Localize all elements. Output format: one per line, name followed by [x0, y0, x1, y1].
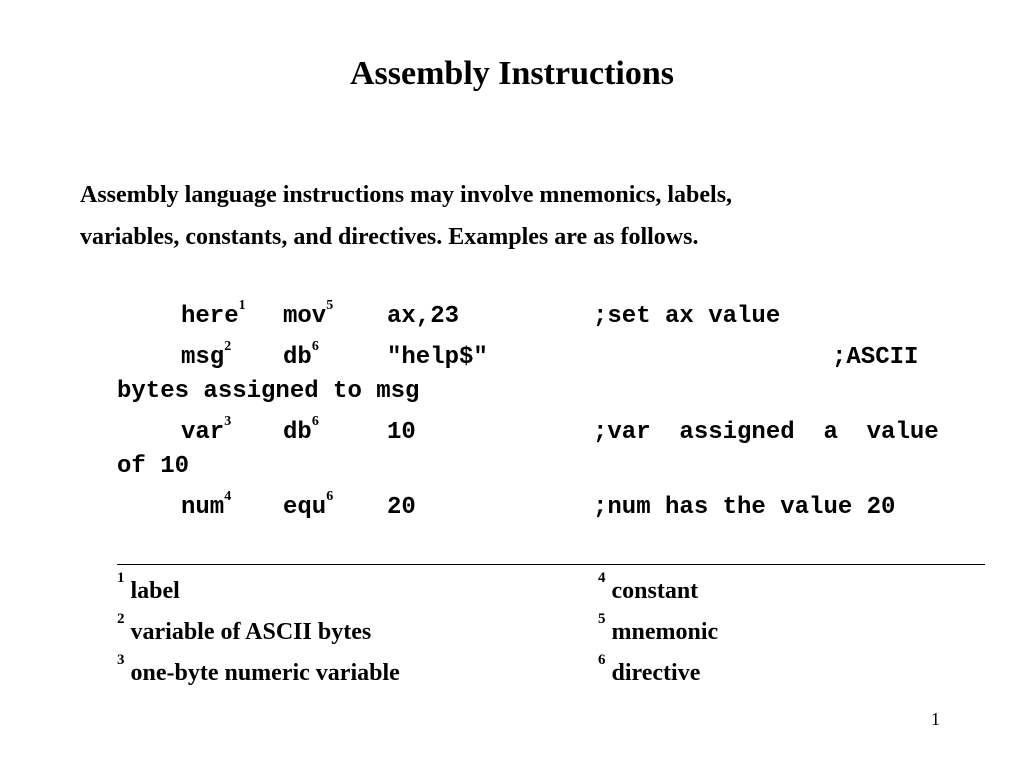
footnote-text: label: [130, 578, 180, 604]
code-label-text: num: [181, 494, 225, 521]
footnote-ref: 3: [224, 414, 232, 429]
footnote-number: 5: [598, 611, 606, 627]
code-label-text: here: [181, 303, 239, 330]
code-op: [283, 414, 319, 448]
code-comment-continuation: bytes assigned to msg: [117, 378, 420, 405]
footnote-ref: 5: [326, 298, 334, 313]
code-operand: ax,23: [387, 303, 460, 330]
footnote-ref: 6: [311, 339, 319, 354]
code-comment-continuation: of 10: [117, 453, 190, 480]
footnote-item: [598, 570, 699, 606]
code-op: [283, 298, 334, 332]
footnote-item: [598, 652, 701, 688]
footnote-item: [598, 611, 719, 647]
footnote-text: one-byte numeric variable: [130, 660, 400, 686]
footnote-text: variable of ASCII bytes: [130, 619, 372, 645]
footnote-number: 2: [117, 611, 125, 627]
code-label: [181, 339, 232, 373]
code-operand: 10: [387, 419, 416, 446]
code-label-text: msg: [181, 344, 225, 371]
code-op: [283, 339, 319, 373]
code-comment: ;set ax value: [593, 303, 781, 330]
code-op-text: db: [283, 419, 312, 446]
footnote-divider: [117, 564, 985, 565]
page-number: 1: [931, 709, 940, 729]
code-label-text: var: [181, 419, 225, 446]
code-label: [181, 414, 232, 448]
footnote-text: mnemonic: [611, 619, 719, 645]
code-comment: ;num has the value 20: [593, 494, 896, 521]
intro-line-2: variables, constants, and directives. Examples are as follows.: [80, 224, 699, 250]
footnote-number: 4: [598, 570, 606, 586]
footnote-text: constant: [611, 578, 699, 604]
footnote-ref: 1: [238, 298, 246, 313]
code-op: [283, 489, 334, 523]
code-comment: ;ASCII: [832, 344, 919, 371]
slide-title: Assembly Instructions: [350, 55, 674, 92]
footnote-ref: 2: [224, 339, 232, 354]
code-operand: 20: [387, 494, 416, 521]
code-label: [181, 298, 246, 332]
code-op-text: mov: [283, 303, 327, 330]
footnote-number: 6: [598, 652, 606, 668]
code-op-text: equ: [283, 494, 327, 521]
footnote-number: 1: [117, 570, 125, 586]
footnote-ref: 6: [311, 414, 319, 429]
footnote-ref: 6: [326, 489, 334, 504]
code-comment: ;var assigned a value: [593, 419, 939, 446]
footnote-item: [117, 611, 372, 647]
footnote-text: directive: [611, 660, 701, 686]
footnote-item: [117, 570, 180, 606]
footnote-item: [117, 652, 400, 688]
code-label: [181, 489, 232, 523]
code-op-text: db: [283, 344, 312, 371]
code-operand: "help$": [387, 344, 488, 371]
footnote-ref: 4: [224, 489, 232, 504]
intro-line-1: Assembly language instructions may involve mnemonics, labels,: [80, 182, 733, 208]
footnote-number: 3: [117, 652, 125, 668]
